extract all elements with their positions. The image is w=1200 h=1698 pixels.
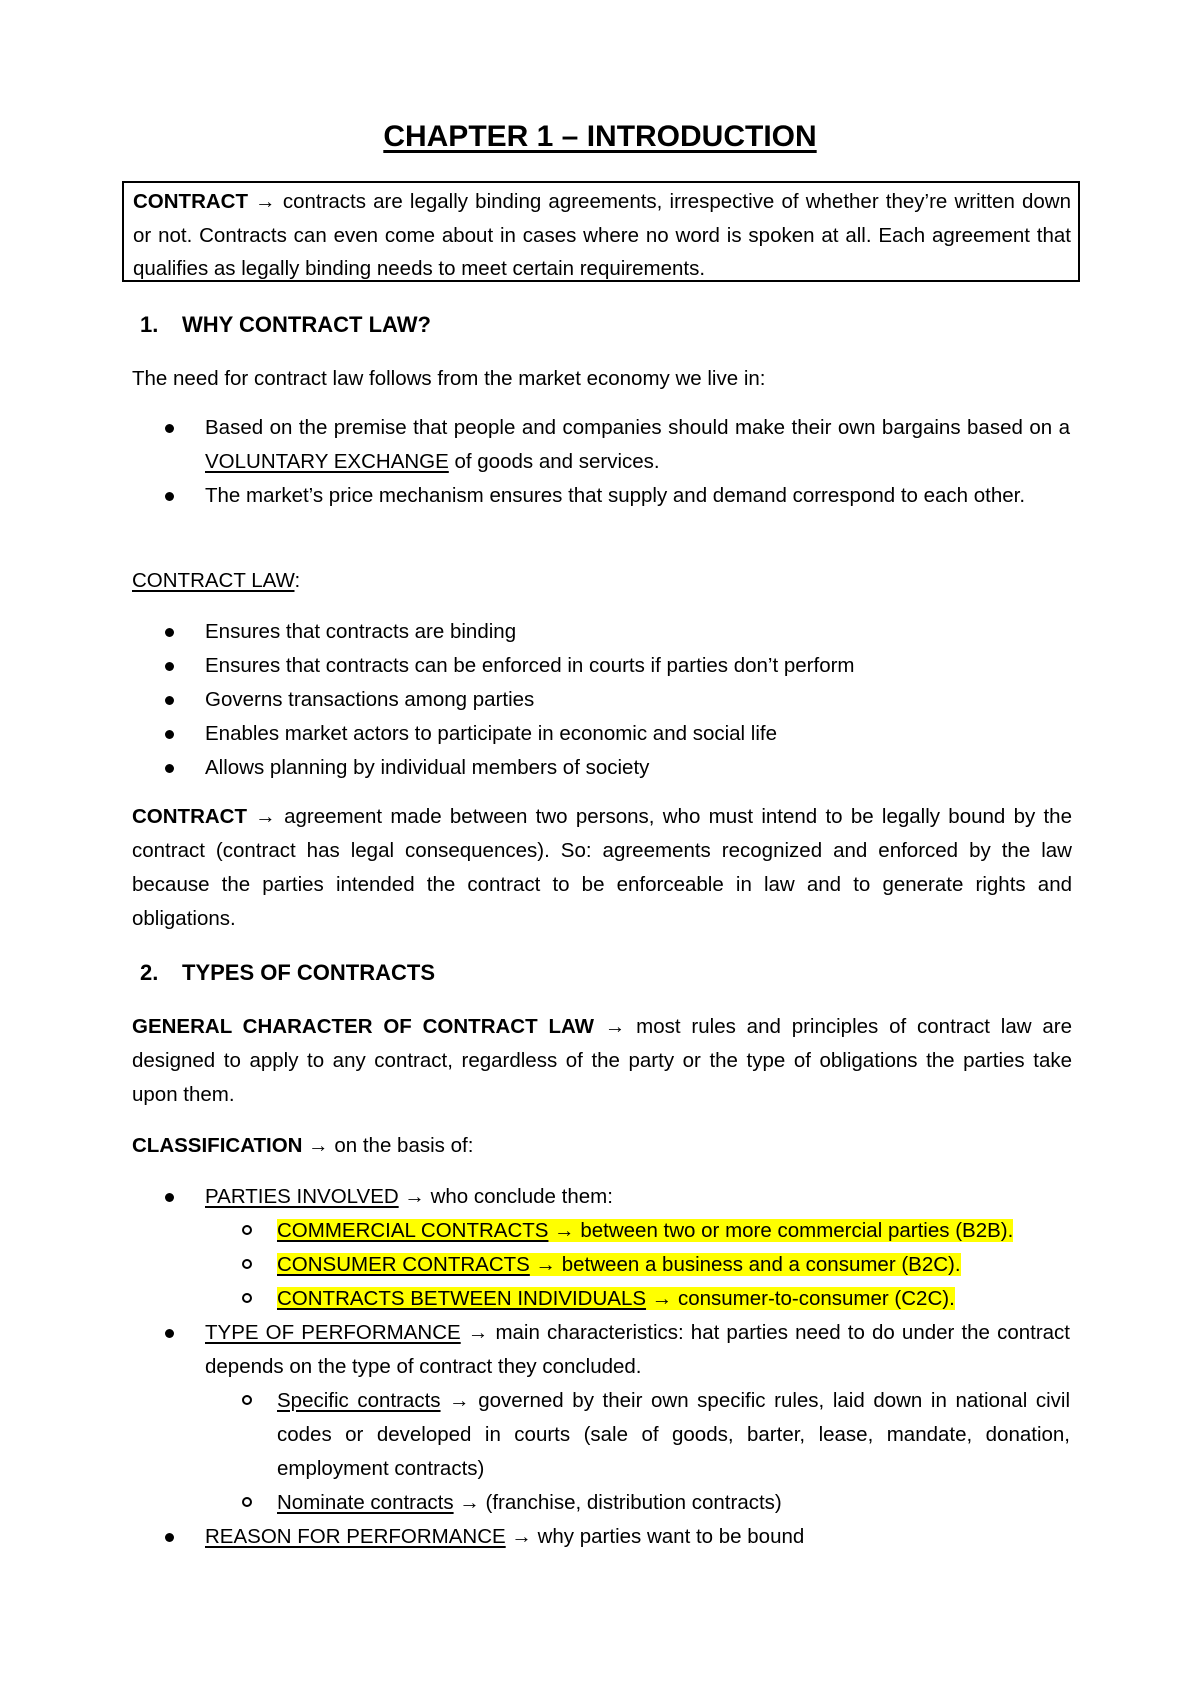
classification-term: CLASSIFICATION: [132, 1134, 303, 1157]
definition-text: contracts are legally binding agreements, irrespective of whether they’re written down or not. Contracts can even come about in cases where no word is spoken at all. Each agreement that qualifies as legally binding needs to meet certain requirements.: [133, 190, 1072, 280]
bullet-icon: [165, 628, 174, 637]
list-item-text: why parties want to be bound: [531, 1525, 805, 1548]
bullet-icon: [165, 662, 174, 671]
bullet-icon: [165, 764, 174, 773]
sub-item-text: between a business and a consumer (B2C).: [556, 1253, 961, 1276]
arrow-icon: →: [651, 1287, 673, 1310]
section-heading-text: TYPES OF CONTRACTS: [182, 960, 436, 985]
bullet-icon: [165, 424, 174, 433]
bullet-icon: [165, 696, 174, 705]
circle-bullet-icon: [242, 1225, 252, 1235]
sub-item-label: COMMERCIAL CONTRACTS: [277, 1219, 549, 1242]
list-item: [132, 649, 1070, 683]
general-term: GENERAL CHARACTER OF CONTRACT LAW: [132, 1015, 595, 1038]
arrow-icon: →: [554, 1219, 575, 1242]
definition-box-text: [133, 185, 1071, 286]
list-item-text: Based on the premise that people and companies should make their own bargains based on a: [205, 416, 1070, 439]
arrow-icon: →: [404, 1185, 425, 1208]
circle-bullet-icon: [242, 1259, 252, 1269]
list-item-text: Allows planning by individual members of society: [205, 756, 650, 779]
definition-term: CONTRACT: [132, 805, 248, 828]
sub-list-item: [205, 1248, 1070, 1282]
list-item-label: REASON FOR PERFORMANCE: [205, 1525, 506, 1548]
sub-item-label: CONSUMER CONTRACTS: [277, 1253, 530, 1276]
list-item: [132, 1180, 1070, 1316]
list-item-text: Ensures that contracts are binding: [205, 620, 517, 643]
definition-text: agreement made between two persons, who must intend to be legally bound by the contract (contract has legal consequences). So: agreements recognized and enforced by the law because the parties intended the contract to be enforceable in law and to generate rights and obligations.: [132, 805, 1072, 930]
sub-item-text: (franchise, distribution contracts): [479, 1491, 782, 1514]
section-number: 1.: [140, 312, 159, 337]
sub-list: [205, 1214, 1070, 1316]
list-item-text: Enables market actors to participate in economic and social life: [205, 722, 778, 745]
arrow-icon: →: [459, 1491, 480, 1514]
sub-item-text: between two or more commercial parties (B2B).: [574, 1219, 1014, 1242]
section-number: 2.: [140, 960, 159, 985]
paragraph: The need for contract law follows from the market economy we live in:: [132, 367, 766, 390]
sub-list-item: [205, 1282, 1070, 1316]
general-character-paragraph: [132, 1010, 1072, 1112]
arrow-icon: →: [255, 805, 276, 828]
section-heading-text: WHY CONTRACT LAW?: [182, 312, 431, 337]
arrow-icon: →: [308, 1134, 329, 1157]
subheading: [132, 564, 1072, 598]
list-item-text: Governs transactions among parties: [205, 688, 535, 711]
arrow-icon: →: [449, 1389, 470, 1412]
circle-bullet-icon: [242, 1395, 252, 1405]
list-item: [132, 479, 1070, 513]
highlighted-text: [277, 1253, 961, 1276]
general-text: most rules and principles of contract law are designed to apply to any contract, regardless of the party or the type of obligations the parties take upon them.: [132, 1015, 1072, 1106]
list-item-label: PARTIES INVOLVED: [205, 1185, 399, 1208]
sub-item-label: CONTRACTS BETWEEN INDIVIDUALS: [277, 1287, 647, 1310]
list-item: [132, 411, 1070, 479]
list-item-text: Ensures that contracts can be enforced in courts if parties don’t perform: [205, 654, 855, 677]
circle-bullet-icon: [242, 1497, 252, 1507]
sub-list-item: [205, 1214, 1070, 1248]
classification-paragraph: [132, 1129, 1072, 1163]
list-item: [132, 683, 1070, 717]
bullet-icon: [165, 1193, 174, 1202]
page-title: CHAPTER 1 – INTRODUCTION: [383, 120, 817, 153]
arrow-icon: →: [604, 1015, 626, 1038]
bullet-list: [132, 411, 1070, 513]
arrow-icon: →: [511, 1525, 532, 1548]
list-item: [132, 615, 1070, 649]
arrow-icon: →: [535, 1253, 557, 1276]
sub-item-text: governed by their own specific rules, laid down in national civil codes or developed in courts (sale of goods, barter, lease, mandate, donation, employment contracts): [277, 1389, 1071, 1480]
sub-list-item: [205, 1384, 1070, 1486]
list-item-text: who conclude them:: [424, 1185, 613, 1208]
colon: :: [294, 569, 301, 592]
list-item-text: The market’s price mechanism ensures that supply and demand correspond to each other.: [205, 484, 1026, 507]
bullet-icon: [165, 492, 174, 501]
arrow-icon: →: [255, 190, 276, 213]
highlighted-text: [277, 1219, 1013, 1242]
sub-list: [205, 1384, 1070, 1520]
list-item: [132, 1520, 1070, 1554]
section-heading-2: [140, 960, 435, 986]
list-item-label: TYPE OF PERFORMANCE: [205, 1321, 461, 1344]
classification-list: [132, 1180, 1070, 1554]
list-item-underlined: VOLUNTARY EXCHANGE: [205, 450, 449, 473]
arrow-icon: →: [467, 1321, 489, 1344]
subheading-label: CONTRACT LAW: [132, 569, 295, 592]
bullet-icon: [165, 730, 174, 739]
sub-item-text: consumer-to-consumer (C2C).: [672, 1287, 955, 1310]
sub-list-item: [205, 1486, 1070, 1520]
classification-text: on the basis of:: [328, 1134, 474, 1157]
bullet-icon: [165, 1533, 174, 1542]
bullet-list-contract-law: [132, 615, 1070, 785]
list-item: [132, 717, 1070, 751]
list-item: [132, 1316, 1070, 1520]
list-item: [132, 751, 1070, 785]
bullet-icon: [165, 1329, 174, 1338]
list-item-text: of goods and services.: [448, 450, 660, 473]
sub-item-label: Nominate contracts: [277, 1491, 454, 1514]
circle-bullet-icon: [242, 1293, 252, 1303]
definition-paragraph: [132, 800, 1072, 936]
section-heading-1: [140, 312, 431, 338]
list-item-text: main characteristics: hat parties need to do under the contract depends on the type of contract they concluded.: [205, 1321, 1070, 1378]
sub-item-label: Specific contracts: [277, 1389, 441, 1412]
highlighted-text: [277, 1287, 955, 1310]
definition-term: CONTRACT: [133, 190, 249, 213]
